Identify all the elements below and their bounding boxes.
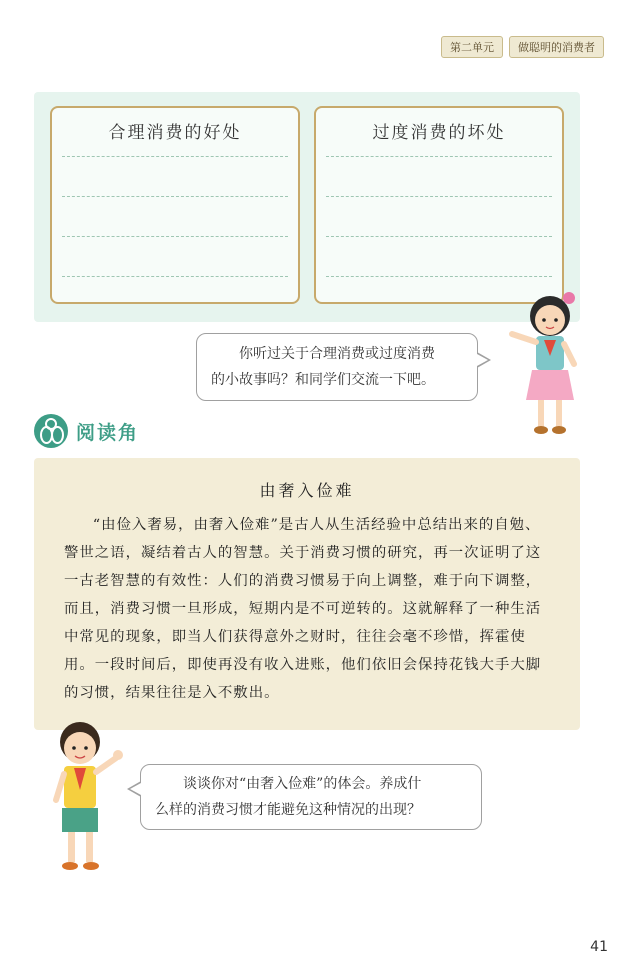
reading-corner-icon xyxy=(34,414,68,448)
compare-panel xyxy=(34,92,580,322)
girl-illustration xyxy=(500,290,590,442)
page-number: 41 xyxy=(590,939,608,955)
writing-line xyxy=(62,236,288,237)
boy-illustration xyxy=(44,718,126,878)
reading-section-header xyxy=(34,414,139,448)
bubble-bottom-line2: 么样的消费习惯才能避免这种情况的出现？ xyxy=(155,802,421,818)
writing-line xyxy=(62,196,288,197)
bubble-bottom-line1: 谈谈你对“由奢入俭难”的体会。养成什 xyxy=(183,776,422,792)
bubble-top-line1: 你听过关于合理消费或过度消费 xyxy=(239,346,435,362)
reading-panel xyxy=(34,458,580,730)
bubble-top-line2: 的小故事吗？和同学们交流一下吧。 xyxy=(211,372,435,388)
writing-line xyxy=(326,156,552,157)
header-tags xyxy=(441,36,604,58)
writing-line xyxy=(62,156,288,157)
lesson-tag: 做聪明的消费者 xyxy=(509,36,604,58)
benefits-box xyxy=(50,106,300,304)
speech-bubble-top xyxy=(196,333,478,401)
writing-line xyxy=(326,196,552,197)
article-title: 由奢入俭难 xyxy=(259,481,355,500)
harms-title: 过度消费的坏处 xyxy=(372,123,506,143)
benefits-title: 合理消费的好处 xyxy=(108,123,242,143)
writing-line xyxy=(326,276,552,277)
section-title: 阅读角 xyxy=(76,421,140,444)
speech-bubble-bottom xyxy=(140,764,482,830)
harms-box xyxy=(314,106,564,304)
writing-line xyxy=(62,276,288,277)
unit-tag: 第二单元 xyxy=(441,36,503,58)
article-body: “由俭入奢易，由奢入俭难”是古人从生活经验中总结出来的自勉、警世之语，凝结着古人的智慧。关于消费习惯的研究，再一次证明了这一古老智慧的有效性：人们的消费习惯易于向上调整，难于向下调整，而且，消费习惯一旦形成，短期内是不可逆转的。这就解释了一种生活中常见的现象，即当人们获得意外之财时，往往会毫不珍惜，挥霍使用。一段时间后，即使再没有收入进账，他们依旧会保持花钱大手大脚的习惯，结果往往是入不敷出。 xyxy=(64,517,542,701)
writing-line xyxy=(326,236,552,237)
